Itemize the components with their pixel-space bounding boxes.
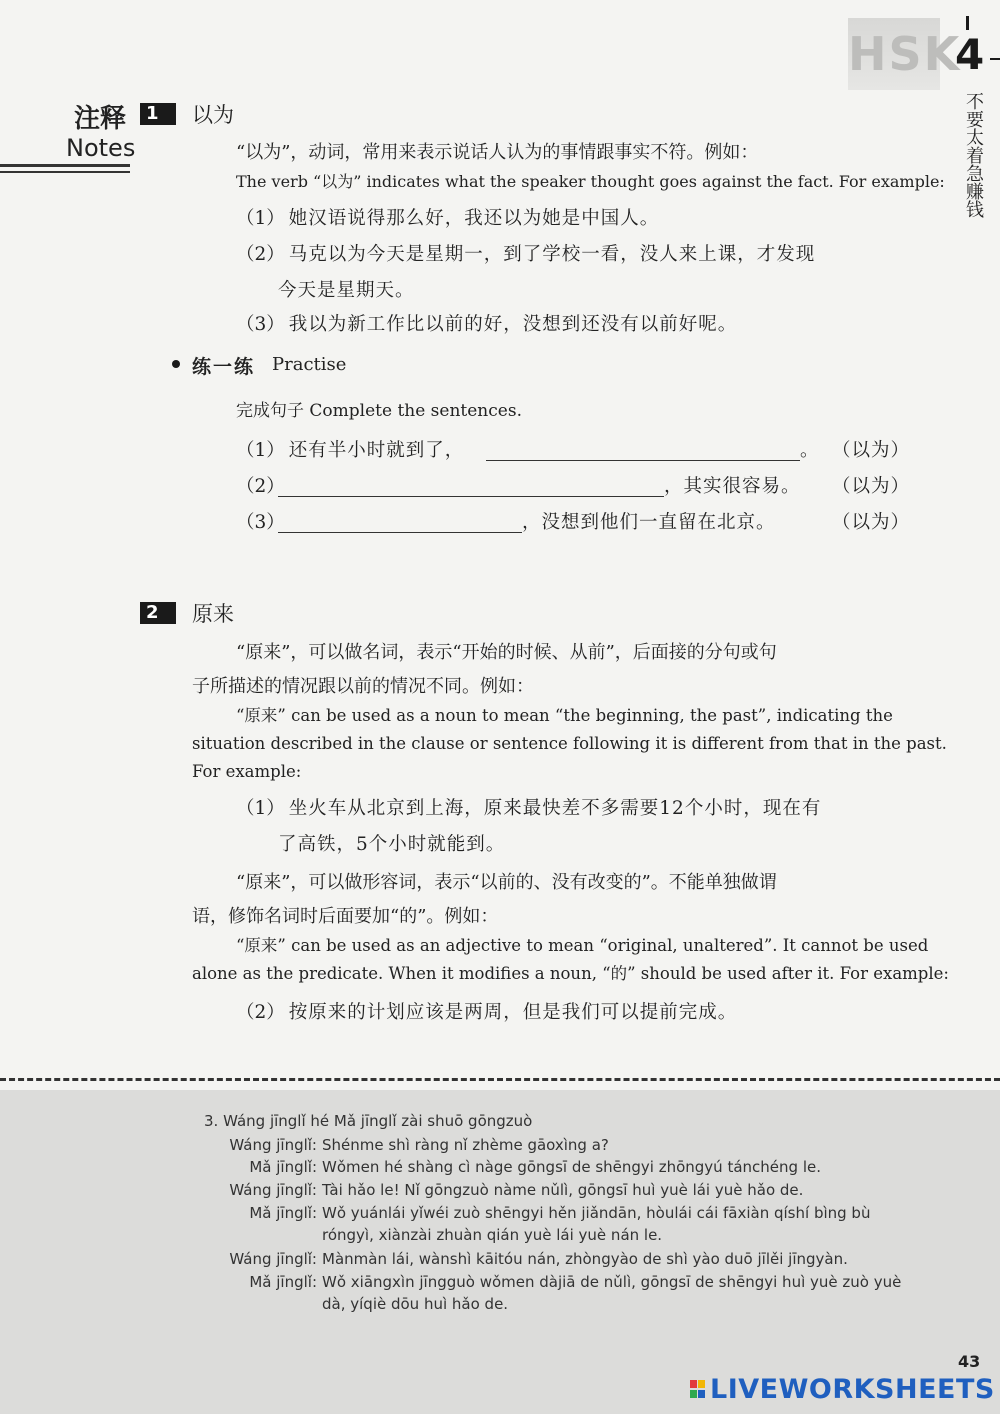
adj-explanation-en: “原来” can be used as an adjective to mean “original, unaltered”. It cannot be used — [236, 936, 929, 955]
section-2-title: 原来 — [192, 602, 234, 626]
liveworksheets-logo-icon — [690, 1378, 706, 1400]
practise-label-en: Practise — [272, 354, 347, 375]
noun-explanation-cn: 子所描述的情况跟以前的情况不同。例如： — [192, 676, 534, 697]
example-sentence — [236, 996, 737, 1030]
dialogue-line-continuation: róngyì, xiànzài zhuàn qián yuè lái yuè nán le. — [322, 1226, 663, 1244]
section-1-title: 以为 — [192, 103, 234, 127]
answer-blank-3[interactable] — [278, 512, 522, 533]
dialogue-line: Tài hǎo le! Nǐ gōngzuò nàme nǔlì, gōngsī huì yuè lái yuè hǎo de. — [322, 1181, 804, 1199]
section-2-number-badge: 2 — [140, 602, 176, 624]
item-text-after: ，其实很容易。 — [664, 476, 801, 497]
example-text: 马克以为今天是星期一，到了学校一看，没人来上课，才发现 — [288, 244, 816, 265]
series-watermark: HSK — [848, 18, 940, 90]
dialogue-speaker: Mǎ jīnglǐ: — [249, 1158, 317, 1176]
dialogue-line: Wǒ xiāngxìn jīngguò wǒmen dàjiā de nǔlì, gōngsī de shēngyi huì yuè zuò yuè — [322, 1273, 902, 1291]
dialogue-speaker: Wáng jīnglǐ: — [229, 1181, 317, 1199]
adj-explanation-en: alone as the predicate. When it modifies a noun, “的” should be used after it. For example: — [192, 964, 949, 983]
answer-blank-2[interactable] — [278, 476, 664, 497]
practise-instruction: 完成句子 Complete the sentences. — [236, 401, 522, 421]
item-index: （2） — [236, 476, 285, 497]
notes-divider — [0, 164, 130, 167]
dialogue-line: Wǒmen hé shàng cì nàge gōngsī de shēngyi zhōngyú tánchéng le. — [322, 1158, 821, 1176]
dialogue-speaker: Mǎ jīnglǐ: — [249, 1204, 317, 1222]
dialogue-speaker: Mǎ jīnglǐ: — [249, 1273, 317, 1291]
dialogue-title: 3. Wáng jīnglǐ hé Mǎ jīnglǐ zài shuō gōngzuò — [204, 1112, 533, 1130]
notes-heading-cn: 注释 — [74, 104, 127, 134]
example-index: （2） — [236, 1002, 285, 1023]
example-text: 按原来的计划应该是两周，但是我们可以提前完成。 — [288, 1002, 738, 1023]
example-text: 她汉语说得那么好，我还以为她是中国人。 — [288, 208, 660, 229]
example-index: （3） — [236, 314, 285, 335]
bullet-icon — [172, 360, 180, 368]
example-index: （1） — [236, 798, 285, 819]
practise-label-cn: 练一练 — [192, 356, 256, 378]
chapter-title: 不要太着急赚钱 — [963, 92, 984, 218]
item-index: （3） — [236, 512, 285, 533]
dialogue-speaker: Wáng jīnglǐ: — [229, 1250, 317, 1268]
example-continuation: 了高铁，5个小时就能到。 — [278, 834, 506, 855]
dialogue-line-continuation: dà, yíqiè dōu huì hǎo de. — [322, 1295, 509, 1313]
section-1-explanation-en: The verb “以为” indicates what the speaker thought goes against the fact. For example: — [236, 172, 945, 191]
item-hint: （以为） — [832, 440, 911, 461]
example-sentence — [236, 792, 821, 826]
dialogue-line: Mànmàn lái, wànshì kāitóu nán, zhòngyào de shì yào duō jīlěi jīngyàn. — [322, 1250, 848, 1268]
example-sentence — [236, 308, 737, 342]
item-prompt: 还有半小时就到了， — [288, 440, 465, 461]
item-hint: （以为） — [832, 476, 911, 497]
dialogue-speaker: Wáng jīnglǐ: — [229, 1136, 317, 1154]
adj-explanation-cn: “原来”，可以做形容词，表示“以前的、没有改变的”。不能单独做谓 — [236, 872, 777, 893]
section-1-explanation-cn: “以为”，动词，常用来表示说话人认为的事情跟事实不符。例如： — [236, 142, 759, 163]
section-1-number-badge: 1 — [140, 103, 176, 125]
item-hint: （以为） — [832, 512, 911, 533]
noun-explanation-en: “原来” can be used as a noun to mean “the beginning, the past”, indicating the — [236, 706, 893, 725]
notes-heading-en: Notes — [66, 134, 136, 162]
example-text: 坐火车从北京到上海，原来最快差不多需要12个小时，现在有 — [288, 798, 822, 819]
item-text-after: ，没想到他们一直留在北京。 — [522, 512, 776, 533]
answer-blank-1[interactable] — [486, 440, 800, 461]
noun-explanation-cn: “原来”，可以做名词，表示“开始的时候、从前”，后面接的分句或句 — [236, 642, 777, 663]
example-text: 我以为新工作比以前的好，没想到还没有以前好呢。 — [288, 314, 738, 335]
example-continuation: 今天是星期天。 — [278, 280, 415, 301]
noun-explanation-en: For example: — [192, 762, 302, 781]
notes-divider — [0, 171, 130, 173]
cut-line-divider — [0, 1078, 1000, 1081]
example-sentence — [236, 238, 815, 272]
page-number: 43 — [958, 1352, 981, 1371]
noun-explanation-en: situation described in the clause or sentence following it is different from that in the past. — [192, 734, 947, 753]
dialogue-line: Shénme shì ràng nǐ zhème gāoxìng a? — [322, 1136, 609, 1154]
dialogue-panel — [0, 1090, 1000, 1414]
chapter-tab-divider — [966, 16, 969, 30]
example-index: （1） — [236, 208, 285, 229]
example-sentence — [236, 202, 659, 236]
dialogue-line: Wǒ yuánlái yǐwéi zuò shēngyi hěn jiǎndān, hòulái cái fāxiàn qíshí bìng bù — [322, 1204, 871, 1222]
chapter-number: 4 — [955, 30, 985, 79]
chapter-tab-divider — [990, 58, 1000, 60]
item-index: （1） — [236, 440, 285, 461]
practise-item — [236, 434, 464, 468]
item-end-punct: 。 — [800, 440, 820, 461]
liveworksheets-logo[interactable]: LIVEWORKSHEETS — [710, 1374, 995, 1405]
adj-explanation-cn: 语，修饰名词时后面要加“的”。例如： — [192, 906, 499, 927]
example-index: （2） — [236, 244, 285, 265]
